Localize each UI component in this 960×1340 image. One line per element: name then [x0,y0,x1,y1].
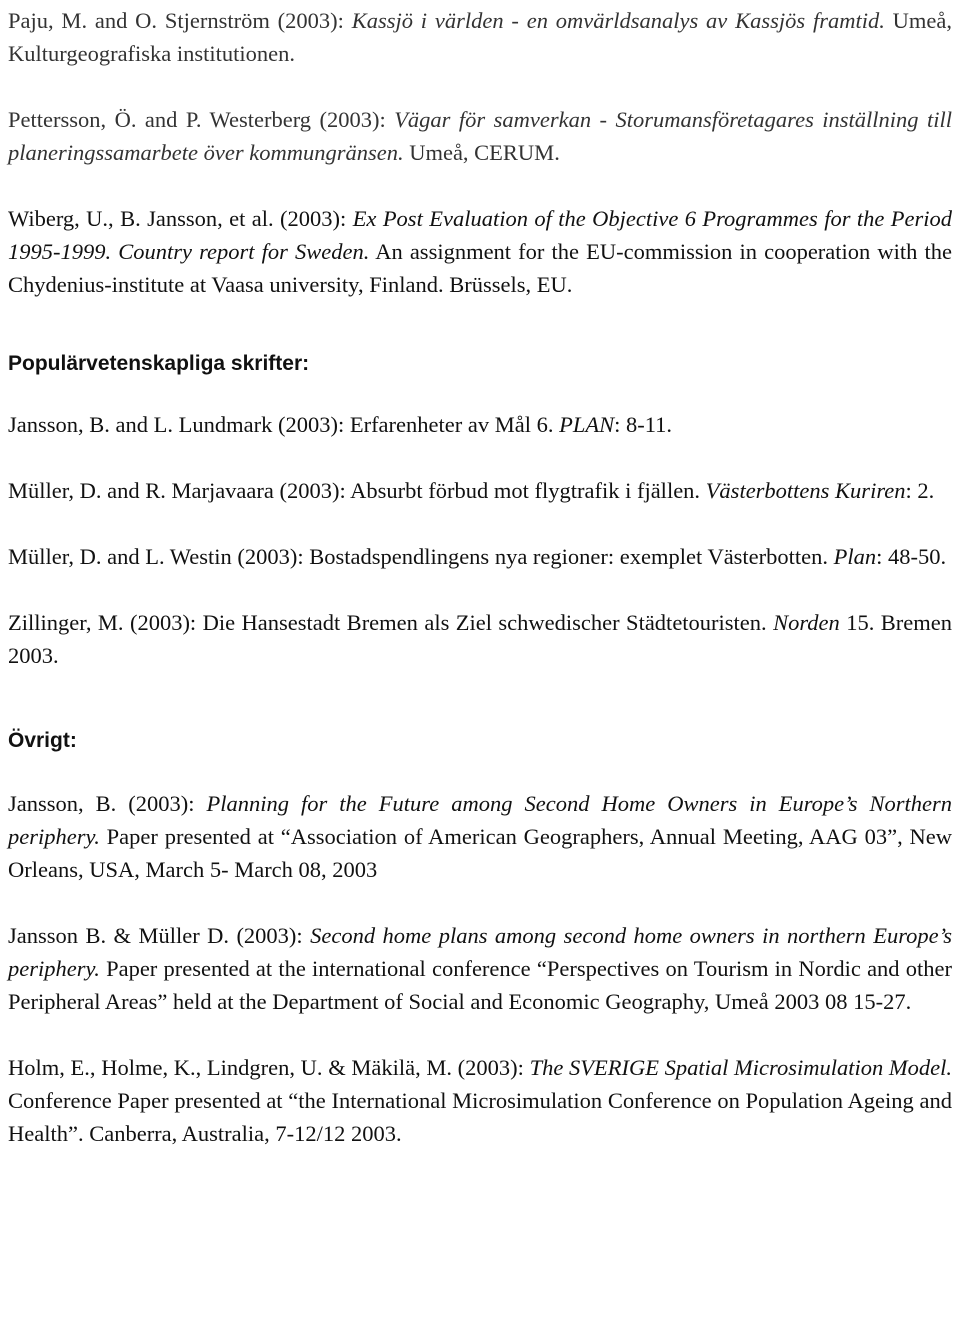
reference-journal: PLAN [559,412,615,437]
reference-title: Ex Post Evaluation of the Objective 6 Programmes for the Period 1995-1999. Country report for Sweden. [8,206,952,264]
reference-entry [8,4,952,70]
reference-details: : 8-11. [614,412,673,437]
reference-entry [8,474,952,507]
reference-entry [8,606,952,672]
reference-authors: Müller, D. and R. Marjavaara (2003): Absurbt förbud mot flygtrafik i fjällen. [8,478,706,503]
reference-entry [8,540,952,573]
reference-details: 15. Bremen 2003. [8,610,952,668]
reference-title: Kassjö i världen - en omvärldsanalys av Kassjös framtid. [351,8,885,33]
reference-journal: Västerbottens Kuriren [705,478,906,503]
section-heading-popular: Populärvetenskapliga skrifter: [8,352,310,375]
reference-authors: Pettersson, Ö. and P. Westerberg (2003): [8,107,395,132]
reference-title: Vägar för samverkan - Storumansföretagares inställning till planeringssamarbete över kommungränsen. [8,107,953,165]
reference-authors: Wiberg, U., B. Jansson, et al. (2003): [8,206,353,231]
reference-authors: Jansson, B. (2003): [8,791,207,816]
section-heading-other: Övrigt: [8,729,77,752]
reference-entry [8,103,952,169]
reference-authors: Paju, M. and O. Stjernström (2003): [8,8,352,33]
reference-details: Paper presented at the international conference “Perspectives on Tourism in Nordic and other Peripheral Areas” held at the Department of Social and Economic Geography, Umeå 2003 08 15-27. [8,956,952,1014]
reference-details: Umeå, Kulturgeografiska institutionen. [8,8,952,66]
reference-authors: Müller, D. and L. Westin (2003): Bostadspendlingens nya regioner: exemplet Västerbotten. [8,544,834,569]
reference-details: Umeå, CERUM. [403,140,560,165]
reference-title: Second home plans among second home owners in northern Europe’s periphery. [8,923,952,981]
reference-details: Conference Paper presented at “the International Microsimulation Conference on Population Ageing and Health”. Canberra, Australia, 7-12/12 2003. [8,1088,952,1146]
reference-authors: Zillinger, M. (2003): Die Hansestadt Bremen als Ziel schwedischer Städtetouristen. [8,610,774,635]
reference-authors: Holm, E., Holme, K., Lindgren, U. & Mäkilä, M. (2003): [8,1055,530,1080]
reference-entry [8,787,952,886]
reference-entry [8,202,952,301]
reference-details: : 48-50. [876,544,947,569]
reference-details: : 2. [905,478,935,503]
reference-entry [8,408,952,441]
reference-journal: Norden [773,610,840,635]
reference-authors: Jansson B. & Müller D. (2003): [8,923,311,948]
reference-title: The SVERIGE Spatial Microsimulation Model. [529,1055,952,1080]
reference-journal: Plan [833,544,877,569]
reference-details: An assignment for the EU-commission in cooperation with the Chydenius-institute at Vaasa university, Finland. Brüssels, EU. [8,239,952,297]
reference-title: Planning for the Future among Second Home Owners in Europe’s Northern periphery. [8,791,952,849]
reference-entry [8,1051,952,1150]
reference-details: Paper presented at “Association of American Geographers, Annual Meeting, AAG 03”, New Orleans, USA, March 5- March 08, 2003 [8,824,952,882]
reference-authors: Jansson, B. and L. Lundmark (2003): Erfarenheter av Mål 6. [8,412,560,437]
reference-entry [8,919,952,1018]
